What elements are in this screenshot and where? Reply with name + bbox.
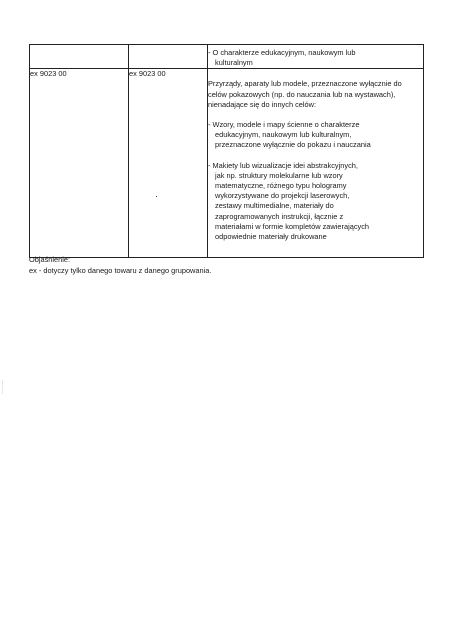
description-line: - Wzory, modele i mapy ścienne o charakterze xyxy=(208,120,360,130)
cn-code-cell xyxy=(30,45,129,69)
explanatory-note xyxy=(29,255,211,276)
description-paragraph xyxy=(208,79,423,110)
table-row xyxy=(30,69,424,258)
description-cell xyxy=(208,45,424,69)
description-line: celów pokazowych (np. do nauczania lub na wystawach), xyxy=(208,89,396,99)
note-text: ex - dotyczy tylko danego towaru z danego grupowania. xyxy=(29,265,212,275)
description-line: Przyrządy, aparaty lub modele, przeznaczone wyłącznie do xyxy=(208,79,402,89)
scan-edge-mark xyxy=(2,380,3,394)
description-line: jak np. struktury molekularne lub wzory xyxy=(215,170,343,180)
description-paragraph xyxy=(208,48,423,68)
tariff-table xyxy=(29,44,424,258)
description-line: nienadające się do innych celów: xyxy=(208,99,317,109)
note-heading: Objaśnienie: xyxy=(29,255,71,264)
description-line: - Makiety lub wizualizacje idei abstrakcyjnych, xyxy=(208,160,358,170)
pkwiu-code-cell xyxy=(129,45,208,69)
description-line: zestawy multimedialne, materiały do xyxy=(215,201,334,211)
description-line: matematyczne, różnego typu hologramy xyxy=(215,181,347,191)
description-line: przeznaczone wyłącznie do pokazu i nauczania xyxy=(215,140,371,150)
description-line: kulturalnym xyxy=(215,58,253,68)
description-paragraph xyxy=(208,120,423,151)
scan-speck xyxy=(156,196,157,197)
description-paragraph xyxy=(208,161,423,243)
description-line: odpowiednie materiały drukowane xyxy=(215,232,327,242)
description-line: zaprogramowanych instrukcji, łącznie z xyxy=(215,211,344,221)
description-cell xyxy=(208,69,424,258)
pkwiu-code-cell: ex 9023 00 xyxy=(129,69,208,258)
description-line: materiałami w formie kompletów zawierających xyxy=(215,221,370,231)
description-line: edukacyjnym, naukowym lub kulturalnym, xyxy=(215,130,352,140)
table-row xyxy=(30,45,424,69)
description-line: wykorzystywane do projekcji laserowych, xyxy=(215,191,350,201)
description-line: - O charakterze edukacyjnym, naukowym lub xyxy=(208,48,356,57)
cn-code-cell: ex 9023 00 xyxy=(30,69,129,258)
